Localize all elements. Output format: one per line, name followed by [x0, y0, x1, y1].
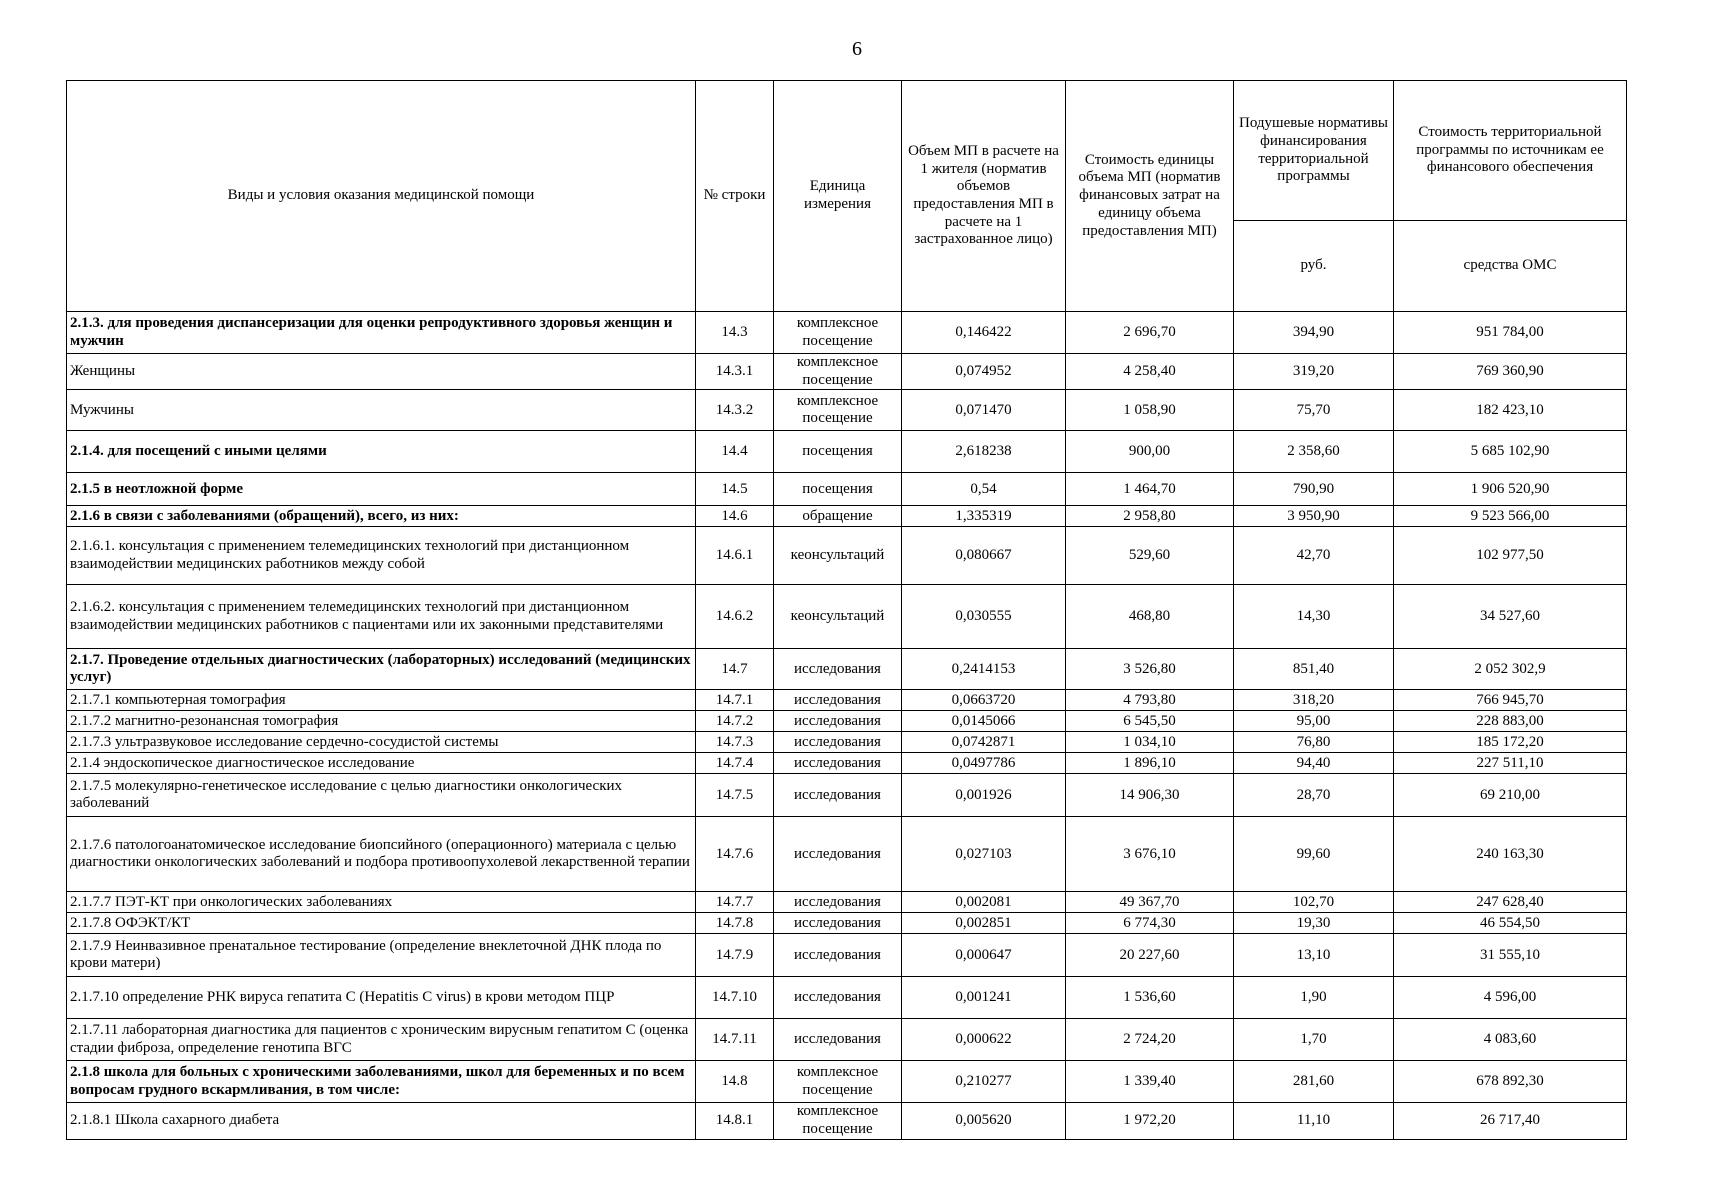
table-row — [67, 473, 1627, 506]
table-row — [67, 527, 1627, 585]
row-per-capita: 19,30 — [1234, 913, 1394, 934]
row-unit: исследования — [774, 913, 902, 934]
row-unit-cost: 6 545,50 — [1066, 711, 1234, 732]
row-oms-cost: 46 554,50 — [1394, 913, 1627, 934]
row-unit: комплексное посещение — [774, 1103, 902, 1139]
row-name: 2.1.7.8 ОФЭКТ/КТ — [67, 913, 696, 934]
table-row — [67, 1103, 1627, 1139]
row-oms-cost: 678 892,30 — [1394, 1061, 1627, 1103]
row-unit: исследования — [774, 690, 902, 711]
row-unit: посещения — [774, 473, 902, 506]
row-line-number: 14.3 — [696, 312, 774, 354]
row-volume: 0,0497786 — [902, 753, 1066, 774]
row-line-number: 14.8 — [696, 1061, 774, 1103]
row-unit-cost: 1 339,40 — [1066, 1061, 1234, 1103]
row-unit: комплексное посещение — [774, 390, 902, 431]
row-line-number: 14.7.1 — [696, 690, 774, 711]
page-number: 6 — [852, 38, 862, 60]
row-unit: исследования — [774, 753, 902, 774]
row-line-number: 14.6.2 — [696, 585, 774, 649]
row-unit: исследования — [774, 934, 902, 977]
row-name: 2.1.7.6 патологоанатомическое исследование биопсийного (операционного) материала с целью диагностики онкологических заболеваний и подбора противоопухолевой лекарственной терапии — [67, 817, 696, 892]
row-unit: исследования — [774, 732, 902, 753]
table-row — [67, 1019, 1627, 1061]
table-row — [67, 1061, 1627, 1103]
row-line-number: 14.6.1 — [696, 527, 774, 585]
table-row — [67, 585, 1627, 649]
row-unit-cost: 20 227,60 — [1066, 934, 1234, 977]
row-name: 2.1.7.3 ультразвуковое исследование сердечно-сосудистой системы — [67, 732, 696, 753]
row-per-capita: 75,70 — [1234, 390, 1394, 431]
row-unit: исследования — [774, 817, 902, 892]
row-unit-cost: 1 464,70 — [1066, 473, 1234, 506]
row-oms-cost: 34 527,60 — [1394, 585, 1627, 649]
row-volume: 0,54 — [902, 473, 1066, 506]
row-per-capita: 94,40 — [1234, 753, 1394, 774]
table-row — [67, 977, 1627, 1019]
row-unit: посещения — [774, 431, 902, 473]
row-oms-cost: 766 945,70 — [1394, 690, 1627, 711]
row-volume: 0,0663720 — [902, 690, 1066, 711]
row-name: 2.1.7.7 ПЭТ-КТ при онкологических заболеваниях — [67, 892, 696, 913]
row-name: 2.1.7.2 магнитно-резонансная томография — [67, 711, 696, 732]
row-per-capita: 13,10 — [1234, 934, 1394, 977]
row-line-number: 14.5 — [696, 473, 774, 506]
header-volume: Объем МП в расчете на 1 жителя (норматив объемов предоставления МП в расчете на 1 застрахованное лицо) — [902, 81, 1066, 312]
row-unit-cost: 529,60 — [1066, 527, 1234, 585]
row-name: 2.1.4. для посещений с иными целями — [67, 431, 696, 473]
row-line-number: 14.7 — [696, 649, 774, 690]
row-oms-cost: 4 596,00 — [1394, 977, 1627, 1019]
row-line-number: 14.8.1 — [696, 1103, 774, 1139]
row-line-number: 14.7.6 — [696, 817, 774, 892]
table-row — [67, 892, 1627, 913]
row-line-number: 14.7.9 — [696, 934, 774, 977]
row-per-capita: 11,10 — [1234, 1103, 1394, 1139]
row-volume: 0,210277 — [902, 1061, 1066, 1103]
row-name: 2.1.6.2. консультация с применением телемедицинских технологий при дистанционном взаимодействии медицинских работников с пациентами или их законными представителями — [67, 585, 696, 649]
row-unit-cost: 1 972,20 — [1066, 1103, 1234, 1139]
row-per-capita: 1,90 — [1234, 977, 1394, 1019]
row-oms-cost: 26 717,40 — [1394, 1103, 1627, 1139]
table-row — [67, 390, 1627, 431]
row-name: 2.1.8 школа для больных с хроническими заболеваниями, школ для беременных и по всем вопросам грудного вскармливания, в том числе: — [67, 1061, 696, 1103]
row-line-number: 14.7.10 — [696, 977, 774, 1019]
row-line-number: 14.3.1 — [696, 354, 774, 390]
row-name: 2.1.5 в неотложной форме — [67, 473, 696, 506]
row-volume: 0,001926 — [902, 774, 1066, 817]
row-unit-cost: 6 774,30 — [1066, 913, 1234, 934]
row-per-capita: 318,20 — [1234, 690, 1394, 711]
table-row — [67, 649, 1627, 690]
row-name: 2.1.6.1. консультация с применением телемедицинских технологий при дистанционном взаимодействии медицинских работников между собой — [67, 527, 696, 585]
row-per-capita: 319,20 — [1234, 354, 1394, 390]
row-line-number: 14.7.4 — [696, 753, 774, 774]
row-unit: исследования — [774, 977, 902, 1019]
table-row — [67, 711, 1627, 732]
row-oms-cost: 31 555,10 — [1394, 934, 1627, 977]
row-unit: комплексное посещение — [774, 312, 902, 354]
row-volume: 2,618238 — [902, 431, 1066, 473]
row-line-number: 14.4 — [696, 431, 774, 473]
row-per-capita: 102,70 — [1234, 892, 1394, 913]
row-unit-cost: 4 793,80 — [1066, 690, 1234, 711]
row-per-capita: 28,70 — [1234, 774, 1394, 817]
row-name: 2.1.8.1 Школа сахарного диабета — [67, 1103, 696, 1139]
row-line-number: 14.7.8 — [696, 913, 774, 934]
row-per-capita: 3 950,90 — [1234, 506, 1394, 527]
row-oms-cost: 102 977,50 — [1394, 527, 1627, 585]
row-unit: исследования — [774, 892, 902, 913]
row-volume: 0,005620 — [902, 1103, 1066, 1139]
row-unit-cost: 3 676,10 — [1066, 817, 1234, 892]
row-oms-cost: 4 083,60 — [1394, 1019, 1627, 1061]
row-volume: 0,027103 — [902, 817, 1066, 892]
row-volume: 0,080667 — [902, 527, 1066, 585]
row-line-number: 14.3.2 — [696, 390, 774, 431]
row-unit-cost: 1 034,10 — [1066, 732, 1234, 753]
row-volume: 0,002081 — [902, 892, 1066, 913]
row-line-number: 14.7.3 — [696, 732, 774, 753]
row-oms-cost: 951 784,00 — [1394, 312, 1627, 354]
row-per-capita: 281,60 — [1234, 1061, 1394, 1103]
row-line-number: 14.7.5 — [696, 774, 774, 817]
table-row — [67, 431, 1627, 473]
row-volume: 0,146422 — [902, 312, 1066, 354]
row-volume: 0,0145066 — [902, 711, 1066, 732]
table-row — [67, 753, 1627, 774]
row-per-capita: 95,00 — [1234, 711, 1394, 732]
header-program-cost: Стоимость территориальной программы по источникам ее финансового обеспечения — [1394, 81, 1627, 221]
row-volume: 0,001241 — [902, 977, 1066, 1019]
row-unit-cost: 1 896,10 — [1066, 753, 1234, 774]
row-volume: 0,2414153 — [902, 649, 1066, 690]
row-unit-cost: 2 724,20 — [1066, 1019, 1234, 1061]
row-unit-cost: 2 696,70 — [1066, 312, 1234, 354]
row-unit: исследования — [774, 774, 902, 817]
financing-table — [66, 80, 1627, 1140]
row-per-capita: 42,70 — [1234, 527, 1394, 585]
row-name: 2.1.7. Проведение отдельных диагностических (лабораторных) исследований (медицинских услуг) — [67, 649, 696, 690]
row-oms-cost: 2 052 302,9 — [1394, 649, 1627, 690]
row-per-capita: 1,70 — [1234, 1019, 1394, 1061]
row-name: 2.1.4 эндоскопическое диагностическое исследование — [67, 753, 696, 774]
row-name: Женщины — [67, 354, 696, 390]
row-line-number: 14.6 — [696, 506, 774, 527]
row-unit: исследования — [774, 1019, 902, 1061]
row-per-capita: 394,90 — [1234, 312, 1394, 354]
row-per-capita: 76,80 — [1234, 732, 1394, 753]
row-unit-cost: 49 367,70 — [1066, 892, 1234, 913]
row-per-capita: 2 358,60 — [1234, 431, 1394, 473]
row-oms-cost: 227 511,10 — [1394, 753, 1627, 774]
row-oms-cost: 228 883,00 — [1394, 711, 1627, 732]
row-unit: исследования — [774, 649, 902, 690]
row-per-capita: 851,40 — [1234, 649, 1394, 690]
table-row — [67, 732, 1627, 753]
row-volume: 0,002851 — [902, 913, 1066, 934]
header-unit-cost: Стоимость единицы объема МП (норматив финансовых затрат на единицу объема предоставления МП) — [1066, 81, 1234, 312]
row-unit-cost: 3 526,80 — [1066, 649, 1234, 690]
row-volume: 0,030555 — [902, 585, 1066, 649]
row-unit-cost: 4 258,40 — [1066, 354, 1234, 390]
row-volume: 1,335319 — [902, 506, 1066, 527]
row-name: 2.1.7.11 лабораторная диагностика для пациентов с хроническим вирусным гепатитом С (оценка стадии фиброза, определение генотипа ВГС — [67, 1019, 696, 1061]
header-rub: руб. — [1234, 221, 1394, 312]
table-header — [67, 81, 1627, 312]
row-unit: кеонсультаций — [774, 527, 902, 585]
row-line-number: 14.7.11 — [696, 1019, 774, 1061]
row-unit: исследования — [774, 711, 902, 732]
header-unit: Единица измерения — [774, 81, 902, 312]
row-unit-cost: 14 906,30 — [1066, 774, 1234, 817]
table-row — [67, 774, 1627, 817]
row-oms-cost: 769 360,90 — [1394, 354, 1627, 390]
row-name: 2.1.7.9 Неинвазивное пренатальное тестирование (определение внеклеточной ДНК плода по крови матери) — [67, 934, 696, 977]
row-name: 2.1.7.10 определение РНК вируса гепатита С (Hepatitis C virus) в крови методом ПЦР — [67, 977, 696, 1019]
row-unit-cost: 1 536,60 — [1066, 977, 1234, 1019]
row-name: 2.1.6 в связи с заболеваниями (обращений), всего, из них: — [67, 506, 696, 527]
row-unit-cost: 2 958,80 — [1066, 506, 1234, 527]
row-line-number: 14.7.7 — [696, 892, 774, 913]
row-unit-cost: 1 058,90 — [1066, 390, 1234, 431]
row-volume: 0,071470 — [902, 390, 1066, 431]
row-unit-cost: 468,80 — [1066, 585, 1234, 649]
row-name: 2.1.3. для проведения диспансеризации для оценки репродуктивного здоровья женщин и мужчин — [67, 312, 696, 354]
row-name: 2.1.7.5 молекулярно-генетическое исследование с целью диагностики онкологических заболеваний — [67, 774, 696, 817]
row-per-capita: 790,90 — [1234, 473, 1394, 506]
row-oms-cost: 9 523 566,00 — [1394, 506, 1627, 527]
row-oms-cost: 247 628,40 — [1394, 892, 1627, 913]
row-unit-cost: 900,00 — [1066, 431, 1234, 473]
table-row — [67, 354, 1627, 390]
row-oms-cost: 240 163,30 — [1394, 817, 1627, 892]
table-body — [67, 312, 1627, 1140]
row-volume: 0,074952 — [902, 354, 1066, 390]
row-unit: обращение — [774, 506, 902, 527]
row-oms-cost: 185 172,20 — [1394, 732, 1627, 753]
row-name: 2.1.7.1 компьютерная томография — [67, 690, 696, 711]
header-row-number: № строки — [696, 81, 774, 312]
table-row — [67, 934, 1627, 977]
table-row — [67, 817, 1627, 892]
table-row — [67, 690, 1627, 711]
row-name: Мужчины — [67, 390, 696, 431]
row-line-number: 14.7.2 — [696, 711, 774, 732]
table-row — [67, 913, 1627, 934]
row-oms-cost: 69 210,00 — [1394, 774, 1627, 817]
row-volume: 0,0742871 — [902, 732, 1066, 753]
row-unit: кеонсультаций — [774, 585, 902, 649]
header-types-of-care: Виды и условия оказания медицинской помощи — [67, 81, 696, 312]
row-volume: 0,000622 — [902, 1019, 1066, 1061]
row-unit: комплексное посещение — [774, 354, 902, 390]
row-per-capita: 99,60 — [1234, 817, 1394, 892]
row-per-capita: 14,30 — [1234, 585, 1394, 649]
row-oms-cost: 5 685 102,90 — [1394, 431, 1627, 473]
table-row — [67, 506, 1627, 527]
row-oms-cost: 1 906 520,90 — [1394, 473, 1627, 506]
header-oms-funds: средства ОМС — [1394, 221, 1627, 312]
header-per-capita: Подушевые нормативы финансирования территориальной программы — [1234, 81, 1394, 221]
row-unit: комплексное посещение — [774, 1061, 902, 1103]
row-volume: 0,000647 — [902, 934, 1066, 977]
table-row — [67, 312, 1627, 354]
row-oms-cost: 182 423,10 — [1394, 390, 1627, 431]
